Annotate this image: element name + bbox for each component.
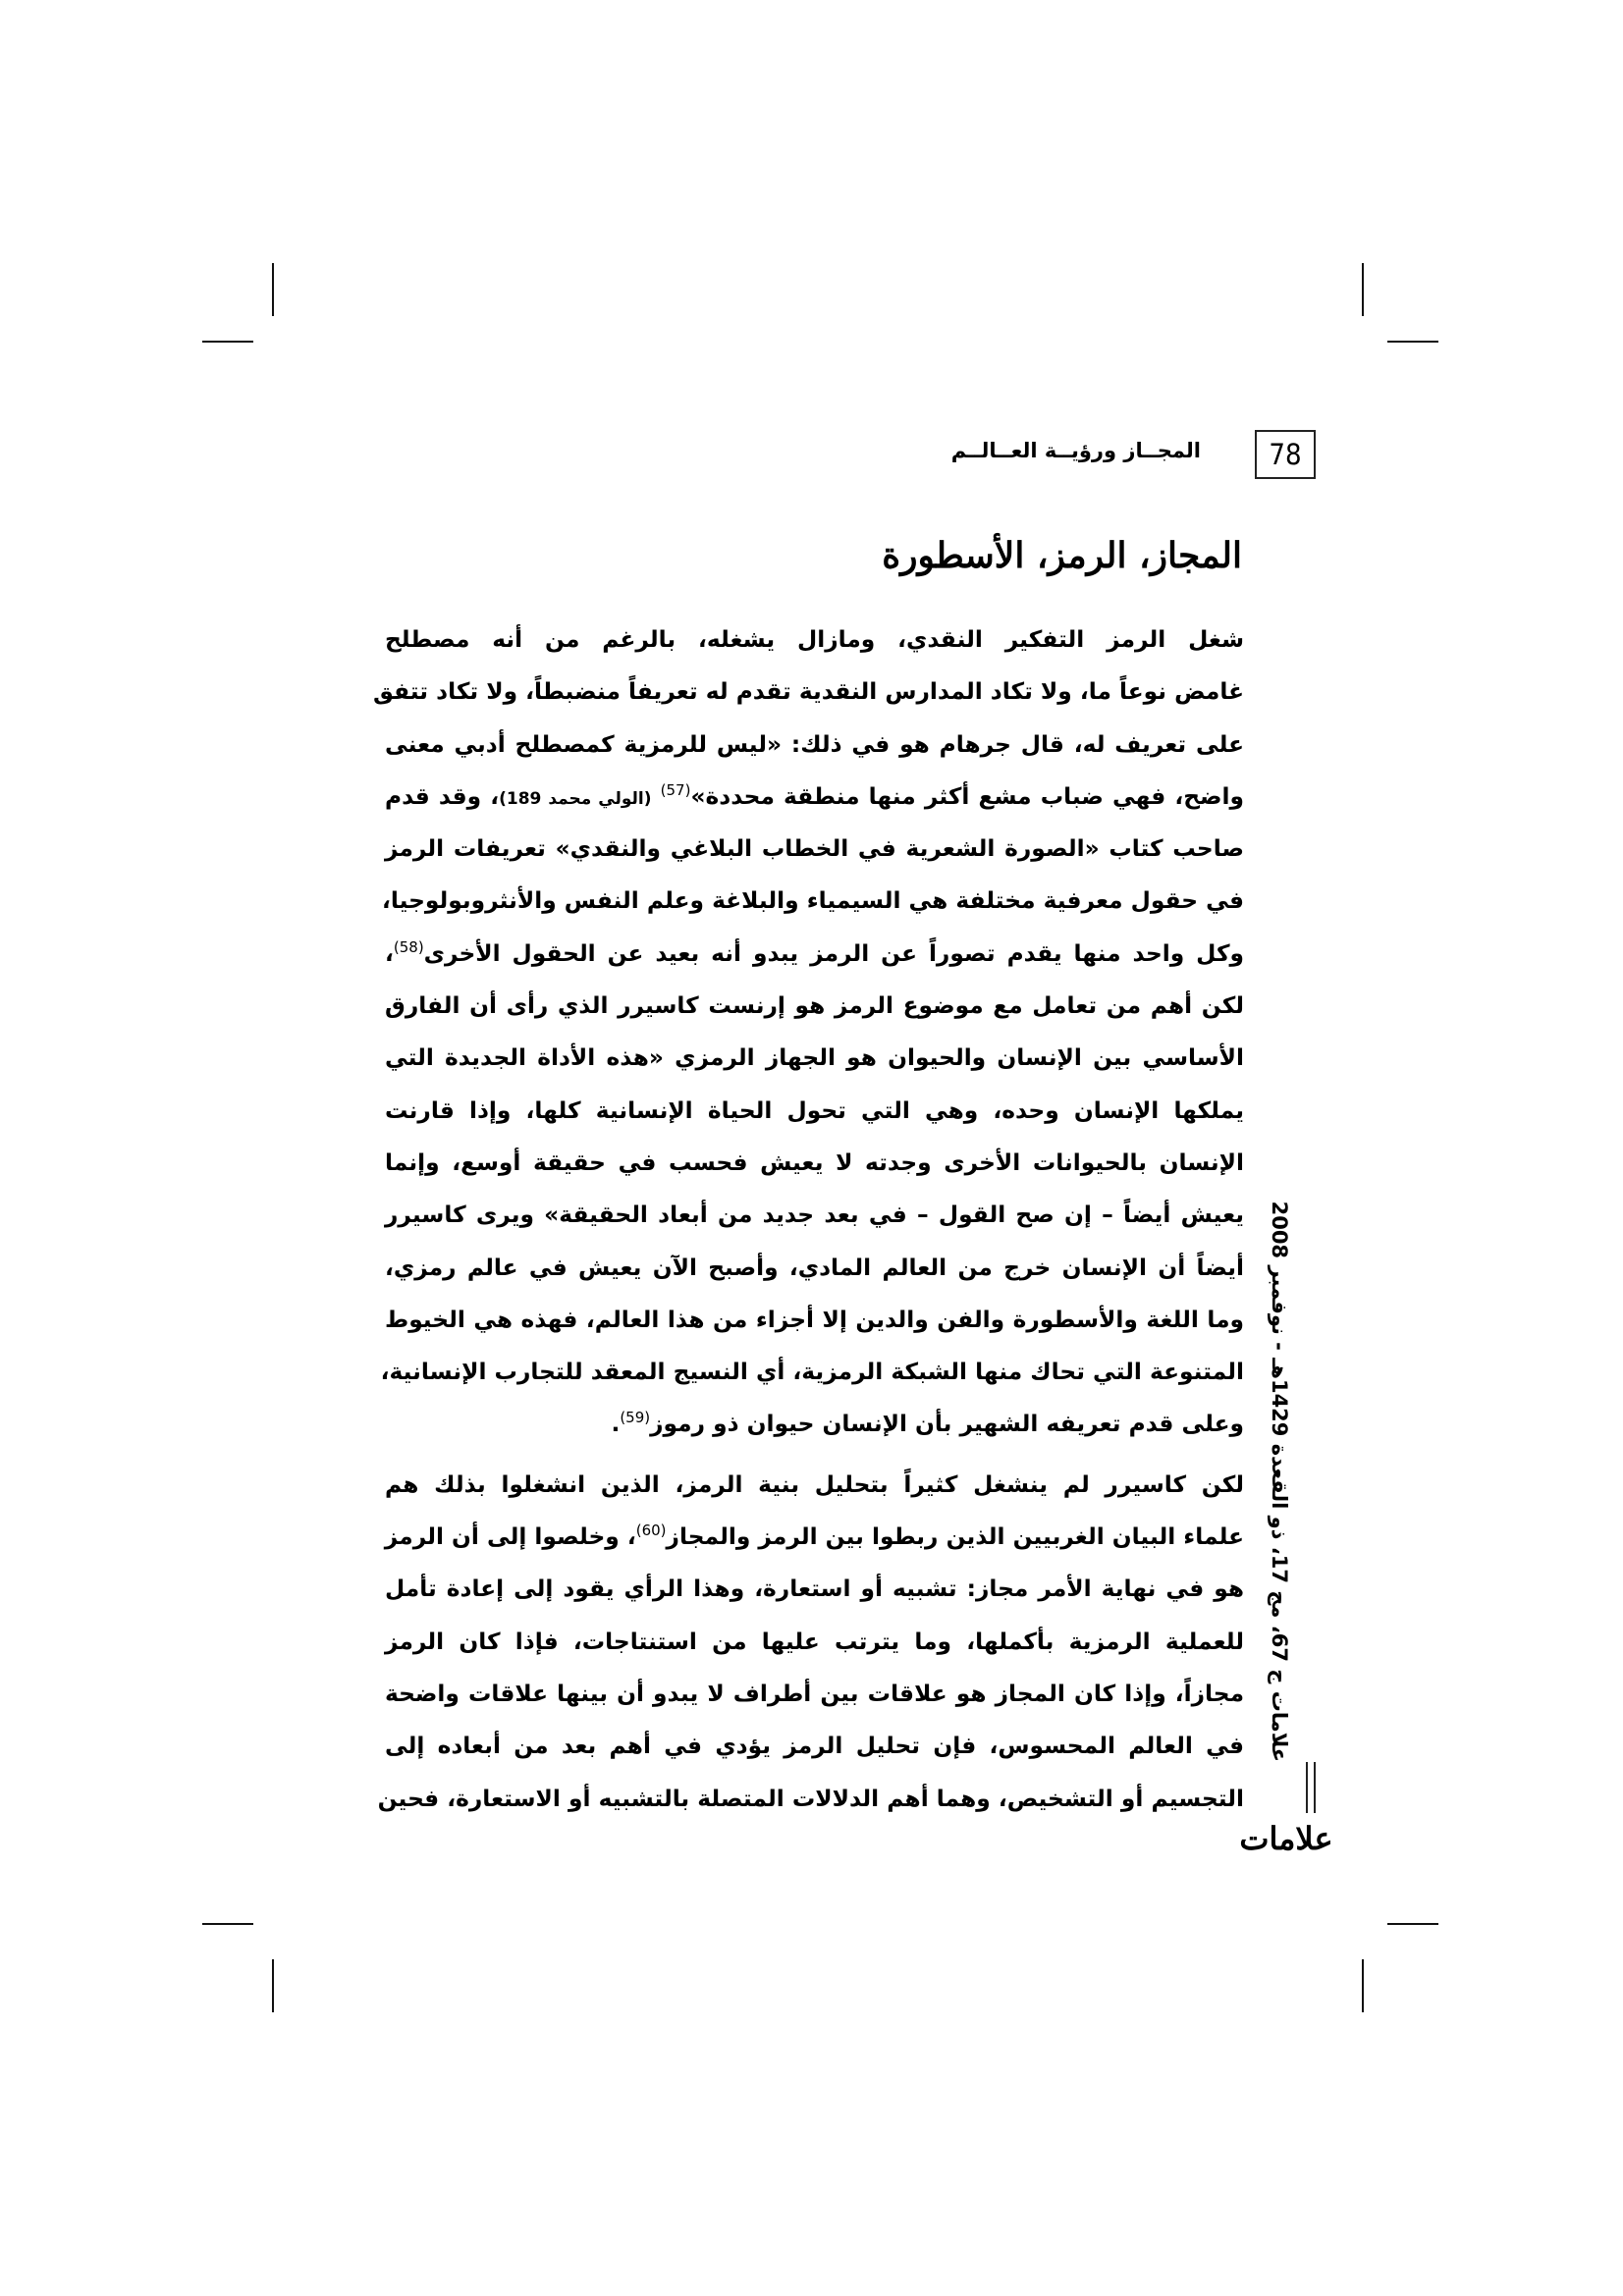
crop-mark-top-right xyxy=(1362,263,1364,316)
text-line: في حقول معرفية مختلفة هي السيمياء والبلاغة وعلم النفس والأنثروبولوجيا، xyxy=(382,887,1244,915)
crop-mark-bottom-left xyxy=(272,1959,274,2012)
paragraph-gap xyxy=(385,1451,1244,1459)
text-segment: ، وقد قدم xyxy=(385,782,500,810)
text-segment: علماء البيان الغربيين الذين ربطوا بين الرمز والمجاز xyxy=(666,1523,1244,1551)
crop-mark-bottom-right-h xyxy=(1387,1923,1438,1925)
crop-mark-bottom-right xyxy=(1362,1959,1364,2012)
crop-mark-top-left xyxy=(272,263,274,316)
page-number: 78 xyxy=(1255,430,1316,479)
journal-issue-info: علامات ج 67، مج 17، ذو القعدة 1429هـ - نوفمبر 2008 xyxy=(1268,1201,1291,1762)
running-header: المجــاز ورؤيــة العــالــم xyxy=(950,439,1201,462)
text-line: للعملية الرمزية بأكملها، وما يترتب عليها من استنتاجات، فإذا كان الرمز xyxy=(385,1628,1244,1655)
body-text xyxy=(373,614,1244,1825)
footnote-ref: (57) xyxy=(660,781,691,800)
text-line: المتنوعة التي تحاك منها الشبكة الرمزية، أي النسيج المعقد للتجارب الإنسانية، xyxy=(380,1359,1244,1386)
text-line: لكن كاسيرر لم ينشغل كثيراً بتحليل بنية الرمز، الذين انشغلوا بذلك هم xyxy=(385,1470,1244,1498)
crop-mark-top-right-h xyxy=(1387,341,1438,343)
text-line: وما اللغة والأسطورة والفن والدين إلا أجزاء من هذا العالم، فهذه هي الخيوط xyxy=(385,1306,1244,1333)
footnote-ref: (59) xyxy=(620,1409,651,1427)
text-segment: . xyxy=(611,1411,621,1438)
text-line xyxy=(385,928,1244,980)
text-line: أيضاً أن الإنسان خرج من العالم المادي، وأصبح الآن يعيش في عالم رمزي، xyxy=(385,1254,1244,1281)
text-line: غامض نوعاً ما، ولا تكاد المدارس النقدية تقدم له تعريفاً منضبطاً، ولا تكاد تتفق xyxy=(373,678,1244,706)
text-line xyxy=(385,1511,1244,1563)
crop-mark-bottom-left-h xyxy=(202,1923,253,1925)
text-segment: وعلى قدم تعريفه الشهير بأن الإنسان حيوان ذو رموز xyxy=(650,1411,1244,1438)
text-line: صاحب كتاب «الصورة الشعرية في الخطاب البلاغي والنقدي» تعريفات الرمز xyxy=(385,835,1244,863)
footnote-ref: (60) xyxy=(635,1522,667,1540)
citation: (الولي محمد 189) xyxy=(499,788,652,809)
side-divider xyxy=(1306,1762,1316,1813)
text-line: هو في نهاية الأمر مجاز: تشبيه أو استعارة، وهذا الرأي يقود إلى إعادة تأمل xyxy=(385,1575,1244,1603)
text-line: لكن أهم من تعامل مع موضوع الرمز هو إرنست كاسيرر الذي رأى أن الفارق xyxy=(385,992,1244,1020)
text-line xyxy=(385,1398,1244,1450)
journal-logo: علامات xyxy=(1239,1820,1333,1857)
text-segment: ، xyxy=(385,939,394,967)
text-segment: ، وخلصوا إلى أن الرمز xyxy=(384,1523,636,1551)
text-line: في العالم المحسوس، فإن تحليل الرمز يؤدي في أهم بعد من أبعاده إلى xyxy=(385,1733,1244,1760)
text-line xyxy=(385,771,1244,823)
text-line: شغل الرمز التفكير النقدي، ومازال يشغله، بالرغم من أنه مصطلح xyxy=(385,626,1244,653)
text-line: الأساسي بين الإنسان والحيوان هو الجهاز الرمزي «هذه الأداة الجديدة التي xyxy=(385,1044,1244,1072)
text-line: يملكها الإنسان وحده، وهي التي تحول الحياة الإنسانية كلها، وإذا قارنت xyxy=(385,1096,1244,1124)
section-title: المجاز، الرمز، الأسطورة xyxy=(882,535,1242,576)
text-line: التجسيم أو التشخيص، وهما أهم الدلالات المتصلة بالتشبيه أو الاستعارة، فحين xyxy=(377,1785,1244,1812)
text-line: مجازاً، وإذا كان المجاز هو علاقات بين أطراف لا يبدو أن بينها علاقات واضحة xyxy=(385,1680,1244,1707)
footnote-ref: (58) xyxy=(393,938,424,957)
text-line: على تعريف له، قال جرهام هو في ذلك: «ليس للرمزية كمصطلح أدبي معنى xyxy=(385,730,1244,758)
text-segment: واضح، فهي ضباب مشع أكثر منها منطقة محددة» xyxy=(690,782,1244,810)
crop-mark-top-left-h xyxy=(202,341,253,343)
text-line: يعيش أيضاً – إن صح القول – في بعد جديد من أبعاد الحقيقة» ويرى كاسيرر xyxy=(385,1201,1244,1229)
text-line: الإنسان بالحيوانات الأخرى وجدته لا يعيش فحسب في حقيقة أوسع، وإنما xyxy=(385,1148,1244,1176)
text-segment: وكل واحد منها يقدم تصوراً عن الرمز يبدو أنه بعيد عن الحقول الأخرى xyxy=(423,939,1244,967)
